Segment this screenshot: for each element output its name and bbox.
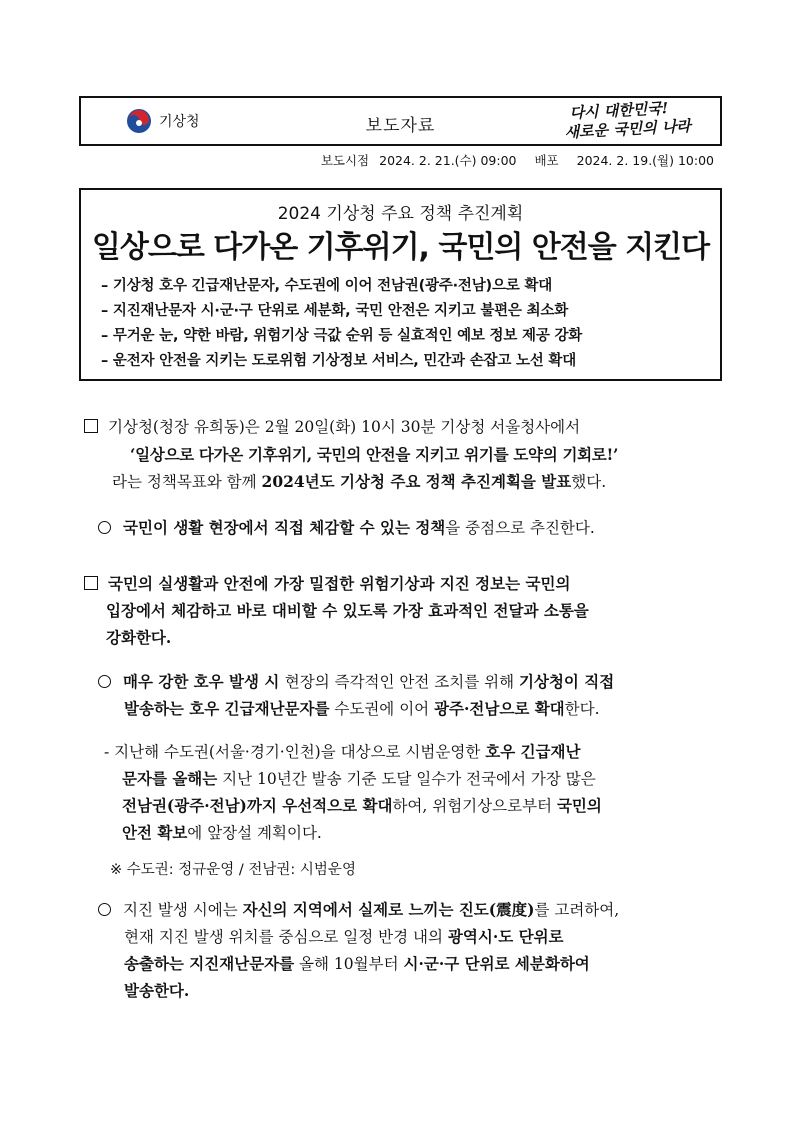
text-bold: 국민의 (556, 796, 602, 815)
circle-point-2-line-1 (98, 668, 614, 696)
text: 한다. (564, 700, 600, 718)
text-bold: 국민의 실생활과 안전에 가장 밀접한 위험기상과 지진 정보는 국민의 (108, 574, 571, 593)
text: 라는 정책목표와 함께 (112, 473, 262, 491)
text: 에 앞장설 계획이다. (187, 824, 322, 842)
circle-bullet-icon (98, 675, 111, 688)
text: 지난 10년간 발송 기준 도달 일수가 전국에서 가장 많은 (217, 770, 596, 788)
doc-type-label: 보도자료 (365, 116, 436, 136)
text: 현장의 즉각적인 안전 조치를 위해 (284, 673, 520, 691)
circle-point-3-line-1 (98, 896, 619, 924)
slogan-line-2: 새로운 국민의 나라 (563, 116, 691, 142)
text-bold: 광주·전남으로 확대 (434, 699, 565, 718)
paragraph-2-line-1 (84, 570, 570, 597)
text: 하여, 위험기상으로부터 (392, 797, 557, 815)
text-bold: 광역시·도 단위로 (447, 927, 564, 946)
summary-bullet: – 지진재난문자 시·군·구 단위로 세분화, 국민 안전은 지키고 불편은 최소화 (101, 303, 569, 319)
text-bold: 송출하는 지진재난문자를 (124, 954, 295, 973)
summary-bullet: – 운전자 안전을 지키는 도로위험 기상정보 서비스, 민간과 손잡고 노선 확대 (101, 353, 577, 369)
text-bold: 안전 확보 (122, 823, 188, 842)
text: 수도권에 이어 (329, 700, 435, 718)
headline: 일상으로 다가온 기후위기, 국민의 안전을 지킨다 (91, 230, 710, 265)
square-bullet-icon (84, 419, 98, 433)
text: 지진 발생 시에는 (123, 901, 243, 919)
dash-point-line-1 (104, 738, 580, 766)
distribution-date: 2024. 2. 19.(월) 10:00 (576, 153, 714, 168)
text: 기상청(청장 유희동)은 2월 20일(화) 10시 30분 기상청 서울청사에서 (108, 418, 581, 436)
text-bold: 자신의 지역에서 실제로 느끼는 진도(震度) (242, 900, 535, 919)
text-bold: 2024년도 기상청 주요 정책 추진계획을 발표 (261, 472, 572, 491)
text: 을 중점으로 추진한다. (445, 519, 595, 537)
circle-bullet-icon (98, 521, 111, 534)
text-bold: 발송하는 호우 긴급재난문자를 (124, 699, 330, 718)
distribution-label: 배포 (534, 153, 559, 168)
paragraph-2-line-3: 강화한다. (106, 628, 172, 647)
dash-point-line-3 (122, 792, 602, 820)
paragraph-1-line-1 (84, 414, 580, 441)
slogan-line-1: 다시 대한민국! (568, 99, 669, 123)
text-bold: 전남권(광주·전남)까지 우선적으로 확대 (122, 796, 393, 815)
paragraph-2-line-2: 입장에서 체감하고 바로 대비할 수 있도록 가장 효과적인 전달과 소통을 (106, 601, 589, 620)
subtitle: 2024 기상청 주요 정책 추진계획 (277, 204, 524, 224)
text-bold: 시·군·구 단위로 세분화하여 (403, 954, 590, 973)
paragraph-1-line-3 (112, 468, 606, 496)
dash-point-line-2 (122, 765, 596, 793)
circle-point-1 (98, 514, 595, 542)
summary-bullet: – 기상청 호우 긴급재난문자, 수도권에 이어 전남권(광주·전남)으로 확대 (101, 278, 553, 294)
text-bold: 국민이 생활 현장에서 직접 체감할 수 있는 정책 (123, 518, 446, 537)
release-info (315, 151, 714, 169)
circle-point-3-line-3 (124, 950, 590, 978)
square-bullet-icon (84, 576, 98, 590)
embargo-label: 보도시점 (320, 153, 370, 168)
embargo-date: 2024. 2. 21.(수) 09:00 (379, 153, 517, 168)
text: 현재 지진 발생 위치를 중심으로 일정 반경 내의 (124, 928, 448, 946)
text-bold: 문자를 올해는 (122, 769, 218, 788)
summary-bullets (101, 274, 710, 374)
circle-point-3-line-4: 발송한다. (124, 981, 190, 1000)
text-bold: 기상청이 직접 (519, 672, 615, 691)
slogan (563, 98, 691, 142)
note-line: ※ 수도권: 정규운영 / 전남권: 시범운영 (110, 862, 356, 878)
text: 했다. (571, 473, 607, 491)
circle-point-3-line-2 (124, 923, 564, 951)
dash-point-line-4 (122, 819, 322, 847)
text-bold: 호우 긴급재난 (485, 742, 581, 761)
circle-bullet-icon (98, 903, 111, 916)
text-bold: 매우 강한 호우 발생 시 (123, 672, 285, 691)
header-box (79, 96, 722, 146)
circle-point-2-line-2 (124, 695, 600, 723)
text: 올해 10월부터 (294, 955, 404, 973)
text: - 지난해 수도권(서울·경기·인천)을 대상으로 시범운영한 (104, 743, 486, 761)
title-box (79, 188, 722, 381)
summary-bullet: – 무거운 눈, 약한 바람, 위험기상 극값 순위 등 실효적인 예보 정보 제공 강화 (101, 328, 583, 344)
text: 를 고려하여, (534, 901, 620, 919)
paragraph-1-line-2: ‘일상으로 다가온 기후위기, 국민의 안전을 지키고 위기를 도약의 기회로!’ (130, 445, 619, 464)
org-name: 기상청 (159, 114, 200, 130)
